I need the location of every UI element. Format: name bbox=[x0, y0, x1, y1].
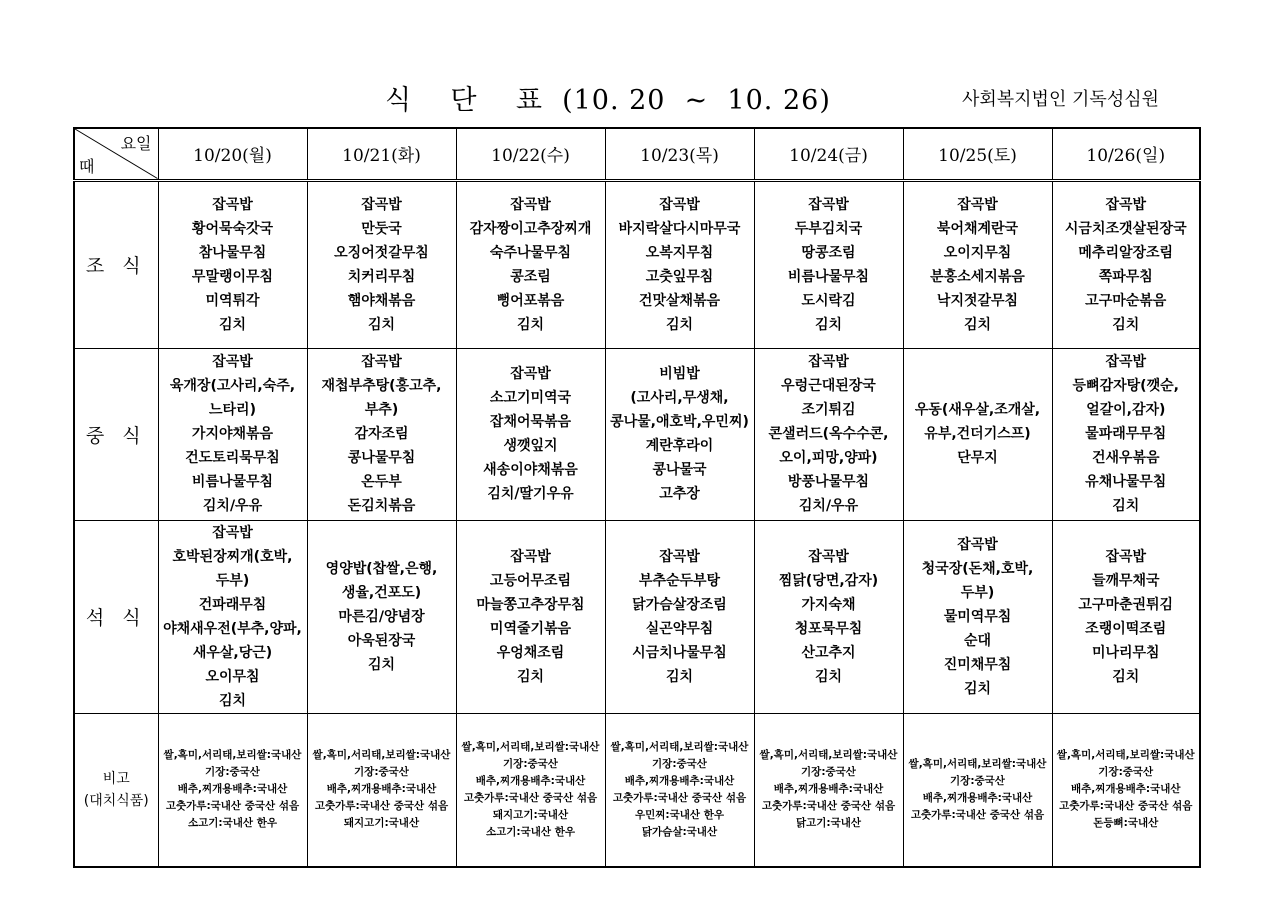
origin-note-line: 배추,찌개용배추:국내산 bbox=[177, 783, 288, 796]
menu-cell bbox=[754, 348, 903, 520]
day-header: 10/22(수) bbox=[456, 128, 605, 180]
origin-note-line: 배추,찌개용배추:국내산 bbox=[475, 774, 586, 787]
menu-item: 오이지무침 bbox=[943, 244, 1012, 261]
menu-item: 잡곡밥 bbox=[510, 196, 551, 213]
origin-note-line: 쌀,흑미,서리태,보리쌀:국내산 bbox=[908, 757, 1047, 770]
menu-item: 잡곡밥 bbox=[1105, 548, 1147, 565]
menu-table bbox=[73, 127, 1201, 868]
origin-note-line: 쌀,흑미,서리태,보리쌀:국내산 bbox=[1056, 749, 1195, 762]
menu-item: 콘샐러드(옥수수콘,오이,피망,양파) bbox=[768, 426, 889, 466]
meal-label: 중 식 bbox=[74, 348, 158, 520]
menu-item: 잡곡밥 bbox=[808, 548, 849, 565]
menu-item: 닭가슴살장조림 bbox=[632, 596, 727, 613]
menu-item: 김치 bbox=[516, 316, 545, 333]
origin-note-line: 고춧가루:국내산 중국산 섞음 bbox=[761, 800, 896, 813]
origin-note-line: 기장:중국산 bbox=[503, 757, 558, 770]
menu-item: 감자조림 bbox=[354, 426, 409, 442]
origin-note-line: 배추,찌개용배추:국내산 bbox=[326, 783, 437, 796]
menu-cell bbox=[307, 520, 456, 713]
menu-item: 치커리무침 bbox=[347, 268, 416, 285]
menu-item: 콩조림 bbox=[510, 268, 551, 285]
menu-item: 땅콩조림 bbox=[801, 244, 856, 261]
menu-item: 잡곡밥 bbox=[361, 354, 402, 370]
menu-item: 온두부 bbox=[361, 474, 402, 490]
menu-item: 분홍소세지볶음 bbox=[930, 268, 1025, 285]
menu-item: 김치 bbox=[963, 316, 992, 333]
menu-item: 미역튀각 bbox=[205, 292, 260, 309]
menu-item: 가지숙채 bbox=[801, 596, 856, 613]
corner-day-label: 요일 bbox=[120, 134, 152, 153]
origin-note-line: 쌀,흑미,서리태,보리쌀:국내산 bbox=[163, 749, 302, 762]
menu-item: 잡곡밥 bbox=[808, 196, 849, 213]
menu-item: 오이무침 bbox=[205, 668, 260, 685]
menu-cell bbox=[456, 180, 605, 348]
notes-label-line: (대치식품) bbox=[83, 792, 149, 809]
corner-meal-label: 때 bbox=[79, 156, 95, 176]
origin-note-line: 배추,찌개용배추:국내산 bbox=[1070, 783, 1181, 796]
menu-cell bbox=[605, 348, 754, 520]
menu-cell bbox=[1052, 180, 1200, 348]
menu-item: 김치 bbox=[814, 316, 843, 333]
origin-note-line: 고춧가루:국내산 중국산 섞음 bbox=[165, 800, 300, 813]
menu-item: 무말랭이무침 bbox=[191, 268, 274, 285]
menu-item: 호박된장찌개(호박,두부) bbox=[172, 548, 293, 589]
day-header: 10/20(월) bbox=[158, 128, 307, 180]
menu-item: 물파래무무침 bbox=[1085, 426, 1167, 442]
menu-item: 유채나물무침 bbox=[1085, 474, 1167, 490]
menu-cell bbox=[456, 348, 605, 520]
menu-item: 잡곡밥 bbox=[212, 196, 253, 213]
menu-item: 마늘쫑고추장무침 bbox=[476, 596, 585, 613]
menu-item: 생깻잎지 bbox=[503, 438, 558, 454]
menu-cell bbox=[1052, 520, 1200, 713]
menu-item: 도시락김 bbox=[801, 292, 856, 309]
menu-item: 감자짱이고추장찌개 bbox=[469, 220, 592, 237]
menu-item: 건도토리묵무침 bbox=[185, 450, 280, 466]
menu-item: 두부김치국 bbox=[794, 220, 863, 237]
menu-item: 메추리알장조림 bbox=[1078, 244, 1174, 261]
menu-item: 김치/딸기우유 bbox=[487, 486, 574, 502]
menu-cell bbox=[754, 180, 903, 348]
menu-cell bbox=[903, 520, 1052, 713]
menu-item: 우엉채조림 bbox=[496, 644, 565, 661]
origin-note-line: 닭가슴살:국내산 bbox=[641, 825, 718, 838]
origin-note-line: 소고기:국내산 한우 bbox=[188, 817, 277, 830]
origin-note-line: 배추,찌개용배추:국내산 bbox=[922, 791, 1033, 804]
origin-note-line: 고춧가루:국내산 중국산 섞음 bbox=[1059, 800, 1193, 813]
menu-item: 조기튀김 bbox=[801, 402, 856, 418]
origin-note-cell bbox=[903, 713, 1052, 867]
menu-item: 김치 bbox=[963, 680, 992, 697]
origin-note-cell bbox=[307, 713, 456, 867]
menu-item: 청포묵무침 bbox=[794, 620, 863, 637]
menu-cell bbox=[1052, 348, 1200, 520]
menu-item: 미나리무침 bbox=[1091, 644, 1160, 661]
menu-item: 진미채무침 bbox=[943, 656, 1012, 673]
menu-item: 황어묵숙갓국 bbox=[191, 220, 274, 237]
menu-item: 새송이야채볶음 bbox=[483, 462, 578, 478]
menu-item: 시금치조갯살된장국 bbox=[1064, 220, 1187, 237]
origin-note-line: 기장:중국산 bbox=[652, 757, 707, 770]
origin-note-line: 배추,찌개용배추:국내산 bbox=[773, 783, 884, 796]
origin-note-cell bbox=[754, 713, 903, 867]
menu-cell bbox=[307, 348, 456, 520]
menu-item: 잡곡밥 bbox=[510, 366, 551, 382]
origin-note-line: 고춧가루:국내산 중국산 섞음 bbox=[910, 808, 1045, 821]
origin-note-cell bbox=[456, 713, 605, 867]
origin-note-line: 기장:중국산 bbox=[354, 766, 409, 779]
menu-item: (고사리,무생채,콩나물,애호박,우민찌) bbox=[610, 390, 749, 430]
menu-item: 소고기미역국 bbox=[489, 390, 572, 406]
menu-item: 만둣국 bbox=[361, 220, 402, 237]
menu-item: 건맛살채볶음 bbox=[638, 292, 721, 309]
menu-item: 고구마춘권튀김 bbox=[1078, 596, 1174, 613]
menu-item: 잡곡밥 bbox=[808, 354, 849, 370]
menu-item: 김치 bbox=[1112, 316, 1140, 333]
menu-item: 고추장 bbox=[659, 486, 700, 502]
menu-item: 마른김/양념장 bbox=[338, 608, 425, 625]
header bbox=[0, 78, 1280, 118]
menu-cell bbox=[158, 348, 307, 520]
menu-item: 부추순두부탕 bbox=[638, 572, 721, 589]
menu-item: 들깨무채국 bbox=[1091, 572, 1160, 589]
menu-item: 잡곡밥 bbox=[957, 536, 998, 553]
origin-note-cell bbox=[158, 713, 307, 867]
menu-item: 오복지무침 bbox=[645, 244, 714, 261]
menu-item: 참나물무침 bbox=[198, 244, 267, 261]
menu-item: 햄야채볶음 bbox=[347, 292, 416, 309]
menu-item: 김치/우유 bbox=[798, 498, 859, 514]
menu-item: 물미역무침 bbox=[943, 608, 1012, 625]
corner-cell bbox=[74, 128, 158, 180]
day-header: 10/23(목) bbox=[605, 128, 754, 180]
origin-note-line: 고춧가루:국내산 중국산 섞음 bbox=[612, 791, 747, 804]
meal-label: 석 식 bbox=[74, 520, 158, 713]
menu-item: 비름나물무침 bbox=[787, 268, 870, 285]
menu-cell bbox=[307, 180, 456, 348]
lunch-row bbox=[74, 348, 1200, 520]
menu-item: 김치 bbox=[367, 656, 396, 673]
menu-item: 고춧잎무침 bbox=[645, 268, 714, 285]
menu-item: 잡곡밥 bbox=[1105, 354, 1147, 370]
menu-cell bbox=[456, 520, 605, 713]
origin-note-line: 돼지고기:국내산 bbox=[343, 817, 420, 830]
menu-item: 김치 bbox=[665, 668, 694, 685]
origin-note-line: 기장:중국산 bbox=[205, 766, 260, 779]
origin-note-line: 쌀,흑미,서리태,보리쌀:국내산 bbox=[759, 749, 898, 762]
menu-item: 북어채계란국 bbox=[936, 220, 1019, 237]
menu-item: 잡곡밥 bbox=[212, 354, 253, 370]
notes-label bbox=[74, 713, 158, 867]
origin-note-line: 쌀,흑미,서리태,보리쌀:국내산 bbox=[461, 740, 600, 753]
menu-cell bbox=[903, 348, 1052, 520]
origin-note-line: 돈등뼈:국내산 bbox=[1093, 817, 1159, 830]
meal-label: 조 식 bbox=[74, 180, 158, 348]
origin-note-line: 고춧가루:국내산 중국산 섞음 bbox=[314, 800, 449, 813]
menu-item: 재첩부추탕(홍고추,부추) bbox=[321, 378, 442, 418]
origin-note-line: 쌀,흑미,서리태,보리쌀:국내산 bbox=[610, 740, 749, 753]
menu-cell bbox=[158, 520, 307, 713]
header-row bbox=[74, 128, 1200, 180]
menu-item: 김치 bbox=[516, 668, 545, 685]
menu-item: 잡곡밥 bbox=[659, 548, 700, 565]
notes-row bbox=[74, 713, 1200, 867]
menu-item: 우렁근대된장국 bbox=[781, 378, 876, 394]
menu-item: 오징어젓갈무침 bbox=[334, 244, 429, 261]
menu-item: 콩나물무침 bbox=[347, 450, 416, 466]
menu-item: 시금치나물무침 bbox=[632, 644, 727, 661]
menu-item: 김치 bbox=[814, 668, 843, 685]
origin-note-line: 닭고기:국내산 bbox=[795, 817, 862, 830]
menu-item: 쪽파무침 bbox=[1098, 268, 1153, 285]
menu-item: 등뼈감자탕(깻순,얼갈이,감자) bbox=[1072, 378, 1179, 418]
menu-cell bbox=[605, 520, 754, 713]
menu-item: 콩나물국 bbox=[652, 462, 707, 478]
menu-item: 우동(새우살,조개살,유부,건더기스프) bbox=[914, 402, 1041, 442]
day-header: 10/25(토) bbox=[903, 128, 1052, 180]
menu-item: 김치 bbox=[1112, 668, 1140, 685]
menu-item: 김치/우유 bbox=[202, 498, 263, 514]
menu-item: 찜닭(당면,감자) bbox=[778, 572, 879, 589]
menu-item: 건파래무침 bbox=[198, 596, 267, 613]
menu-item: 가지야채볶음 bbox=[191, 426, 274, 442]
origin-note-line: 쌀,흑미,서리태,보리쌀:국내산 bbox=[312, 749, 451, 762]
menu-item: 야채새우전(부추,양파,새우살,당근) bbox=[163, 620, 302, 661]
menu-item: 영양밥(찹쌀,은행,생율,건포도) bbox=[325, 560, 438, 601]
menu-item: 비빔밥 bbox=[659, 366, 700, 382]
origin-note-line: 기장:중국산 bbox=[1098, 766, 1154, 779]
menu-item: 순대 bbox=[963, 632, 992, 649]
menu-item: 조랭이떡조림 bbox=[1085, 620, 1167, 637]
menu-item: 김치 bbox=[218, 316, 247, 333]
menu-item: 단무지 bbox=[957, 450, 998, 466]
menu-item: 낙지젓갈무침 bbox=[936, 292, 1019, 309]
menu-item: 잡곡밥 bbox=[510, 548, 551, 565]
menu-cell bbox=[754, 520, 903, 713]
menu-item: 아욱된장국 bbox=[347, 632, 416, 649]
menu-item: 김치 bbox=[367, 316, 396, 333]
menu-cell bbox=[158, 180, 307, 348]
menu-item: 돈김치볶음 bbox=[347, 498, 416, 514]
organization-name: 사회복지법인 기독성심원 bbox=[962, 89, 1159, 110]
menu-item: 고등어무조림 bbox=[489, 572, 572, 589]
menu-item: 미역줄기볶음 bbox=[489, 620, 572, 637]
menu-item: 김치 bbox=[665, 316, 694, 333]
menu-item: 건새우볶음 bbox=[1091, 450, 1160, 466]
menu-item: 잡채어묵볶음 bbox=[489, 414, 572, 430]
origin-note-line: 돼지고기:국내산 bbox=[492, 808, 569, 821]
origin-note-cell bbox=[605, 713, 754, 867]
day-header: 10/21(화) bbox=[307, 128, 456, 180]
origin-note-line: 배추,찌개용배추:국내산 bbox=[624, 774, 735, 787]
breakfast-row bbox=[74, 180, 1200, 348]
menu-item: 계란후라이 bbox=[645, 438, 714, 454]
dinner-row bbox=[74, 520, 1200, 713]
menu-item: 잡곡밥 bbox=[212, 524, 253, 541]
menu-item: 고구마순볶음 bbox=[1085, 292, 1167, 309]
day-header: 10/24(금) bbox=[754, 128, 903, 180]
origin-note-line: 기장:중국산 bbox=[950, 774, 1005, 787]
menu-item: 숙주나물무침 bbox=[489, 244, 572, 261]
menu-item: 김치 bbox=[218, 692, 247, 709]
menu-item: 실곤약무침 bbox=[645, 620, 714, 637]
menu-item: 잡곡밥 bbox=[659, 196, 700, 213]
menu-item: 김치 bbox=[1112, 498, 1140, 514]
menu-item: 육개장(고사리,숙주,느타리) bbox=[169, 378, 296, 418]
menu-item: 뻥어포볶음 bbox=[496, 292, 565, 309]
menu-item: 청국장(돈채,호박,두부) bbox=[921, 560, 1034, 601]
menu-item: 비름나물무침 bbox=[191, 474, 274, 490]
origin-note-line: 기장:중국산 bbox=[801, 766, 856, 779]
page-title: 식 단 표 (10. 20 ~ 10. 26) bbox=[385, 85, 831, 116]
menu-item: 방풍나물무침 bbox=[787, 474, 870, 490]
menu-item: 잡곡밥 bbox=[361, 196, 402, 213]
menu-item: 잡곡밥 bbox=[1105, 196, 1147, 213]
menu-item: 잡곡밥 bbox=[957, 196, 998, 213]
origin-note-cell bbox=[1052, 713, 1200, 867]
menu-item: 산고추지 bbox=[801, 644, 856, 661]
day-header: 10/26(일) bbox=[1052, 128, 1200, 180]
origin-note-line: 고춧가루:국내산 중국산 섞음 bbox=[463, 791, 598, 804]
origin-note-line: 우민찌:국내산 한우 bbox=[635, 808, 724, 821]
menu-item: 바지락살다시마무국 bbox=[618, 220, 741, 237]
origin-note-line: 소고기:국내산 한우 bbox=[486, 825, 575, 838]
menu-cell bbox=[903, 180, 1052, 348]
notes-label-line: 비고 bbox=[102, 770, 130, 787]
menu-cell bbox=[605, 180, 754, 348]
